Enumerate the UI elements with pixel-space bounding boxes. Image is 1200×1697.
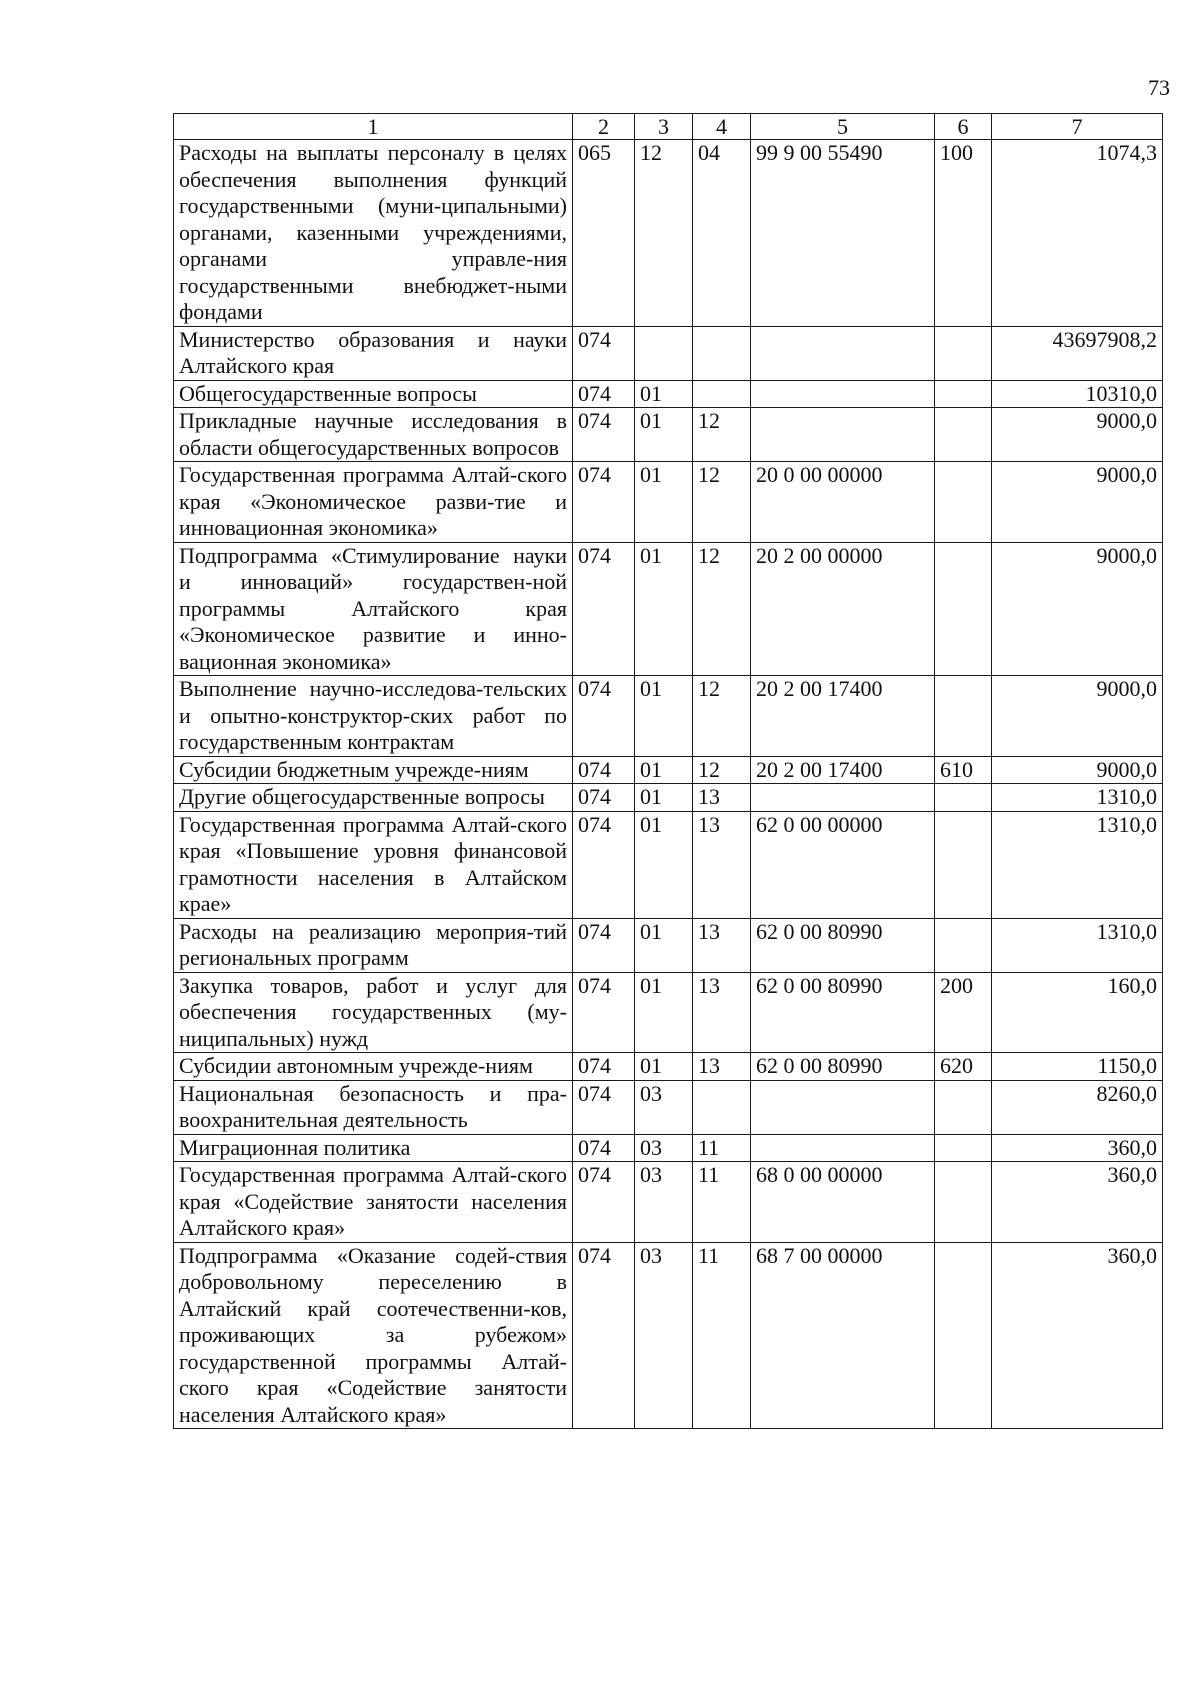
grbs-cell: 074: [573, 676, 635, 757]
target-article-cell: 99 9 00 55490: [751, 140, 935, 327]
target-article-cell: [751, 1080, 935, 1134]
subsection-cell: 12: [693, 462, 751, 543]
expense-type-cell: [935, 811, 992, 918]
subsection-cell: 11: [693, 1242, 751, 1429]
grbs-cell: 074: [573, 1134, 635, 1162]
section-cell: 01: [635, 972, 693, 1053]
table-row: [174, 380, 1163, 408]
amount-cell: 1074,3: [992, 140, 1163, 327]
section-cell: 03: [635, 1134, 693, 1162]
expense-name-cell: Выполнение научно-исследова-тельских и опытно-конструктор-ских работ по государственным контрактам: [174, 676, 573, 757]
expense-type-cell: [935, 380, 992, 408]
expense-name-cell: Подпрограмма «Оказание содей-ствия добровольному переселению в Алтайский край соотечественни-ков, проживающих за рубежом» государственной программы Алтай-ского края «Содействие занятости населения Алтайского края»: [174, 1242, 573, 1429]
header-cell: 3: [635, 114, 693, 140]
grbs-cell: 074: [573, 784, 635, 812]
table-row: [174, 972, 1163, 1053]
header-cell: 4: [693, 114, 751, 140]
table-row: [174, 326, 1163, 380]
amount-cell: 1310,0: [992, 918, 1163, 972]
subsection-cell: 04: [693, 140, 751, 327]
expense-name-cell: Другие общегосударственные вопросы: [174, 784, 573, 812]
grbs-cell: 074: [573, 811, 635, 918]
header-cell: 1: [174, 114, 573, 140]
grbs-cell: 074: [573, 380, 635, 408]
expense-name-cell: Субсидии бюджетным учрежде-ниям: [174, 756, 573, 784]
target-article-cell: 20 2 00 17400: [751, 676, 935, 757]
expense-type-cell: 610: [935, 756, 992, 784]
header-cell: 2: [573, 114, 635, 140]
grbs-cell: 074: [573, 1080, 635, 1134]
amount-cell: 1310,0: [992, 784, 1163, 812]
section-cell: 12: [635, 140, 693, 327]
amount-cell: 8260,0: [992, 1080, 1163, 1134]
target-article-cell: [751, 1134, 935, 1162]
target-article-cell: 62 0 00 00000: [751, 811, 935, 918]
table-row: [174, 1242, 1163, 1429]
subsection-cell: 11: [693, 1134, 751, 1162]
subsection-cell: 13: [693, 972, 751, 1053]
amount-cell: 9000,0: [992, 408, 1163, 462]
table-row: [174, 1053, 1163, 1081]
table-row: [174, 756, 1163, 784]
grbs-cell: 074: [573, 972, 635, 1053]
page-number: 73: [1148, 75, 1170, 100]
header-cell: 7: [992, 114, 1163, 140]
expense-type-cell: [935, 1080, 992, 1134]
table-row: [174, 676, 1163, 757]
grbs-cell: 074: [573, 1162, 635, 1243]
amount-cell: 360,0: [992, 1134, 1163, 1162]
section-cell: 01: [635, 784, 693, 812]
amount-cell: 9000,0: [992, 676, 1163, 757]
target-article-cell: 62 0 00 80990: [751, 1053, 935, 1081]
subsection-cell: 11: [693, 1162, 751, 1243]
table-row: [174, 408, 1163, 462]
target-article-cell: [751, 380, 935, 408]
expense-name-cell: Государственная программа Алтай-ского края «Повышение уровня финансовой грамотности населения в Алтайском крае»: [174, 811, 573, 918]
grbs-cell: 074: [573, 1053, 635, 1081]
section-cell: 03: [635, 1162, 693, 1243]
amount-cell: 9000,0: [992, 756, 1163, 784]
expense-type-cell: 100: [935, 140, 992, 327]
expense-name-cell: Подпрограмма «Стимулирование науки и инноваций» государствен-ной программы Алтайского края «Экономическое развитие и инно-вационная экономика»: [174, 542, 573, 676]
header-cell: 5: [751, 114, 935, 140]
section-cell: 01: [635, 811, 693, 918]
amount-cell: 160,0: [992, 972, 1163, 1053]
section-cell: 03: [635, 1080, 693, 1134]
header-cell: 6: [935, 114, 992, 140]
table-row: [174, 542, 1163, 676]
table-row: [174, 1162, 1163, 1243]
expense-name-cell: Расходы на выплаты персоналу в целях обеспечения выполнения функций государственными (муни-ципальными) органами, казенными учреждениями, органами управле-ния государственными внебюджет-ными фондами: [174, 140, 573, 327]
expense-type-cell: [935, 542, 992, 676]
amount-cell: 10310,0: [992, 380, 1163, 408]
section-cell: [635, 326, 693, 380]
table-row: [174, 1080, 1163, 1134]
amount-cell: 1150,0: [992, 1053, 1163, 1081]
target-article-cell: 20 0 00 00000: [751, 462, 935, 543]
expense-name-cell: Прикладные научные исследования в области общегосударственных вопросов: [174, 408, 573, 462]
subsection-cell: [693, 380, 751, 408]
target-article-cell: [751, 784, 935, 812]
subsection-cell: 12: [693, 676, 751, 757]
expense-type-cell: 200: [935, 972, 992, 1053]
section-cell: 01: [635, 756, 693, 784]
section-cell: 03: [635, 1242, 693, 1429]
grbs-cell: 074: [573, 462, 635, 543]
subsection-cell: 13: [693, 811, 751, 918]
expense-type-cell: [935, 1242, 992, 1429]
expense-name-cell: Национальная безопасность и пра-воохранительная деятельность: [174, 1080, 573, 1134]
expense-type-cell: [935, 1162, 992, 1243]
section-cell: 01: [635, 918, 693, 972]
table-row: [174, 462, 1163, 543]
target-article-cell: 20 2 00 17400: [751, 756, 935, 784]
expense-name-cell: Закупка товаров, работ и услуг для обеспечения государственных (му-ниципальных) нужд: [174, 972, 573, 1053]
subsection-cell: 13: [693, 784, 751, 812]
subsection-cell: 12: [693, 756, 751, 784]
expense-type-cell: [935, 408, 992, 462]
subsection-cell: 12: [693, 408, 751, 462]
expense-name-cell: Расходы на реализацию мероприя-тий региональных программ: [174, 918, 573, 972]
table-row: [174, 784, 1163, 812]
amount-cell: 9000,0: [992, 542, 1163, 676]
expense-name-cell: Общегосударственные вопросы: [174, 380, 573, 408]
expense-type-cell: [935, 326, 992, 380]
expense-type-cell: 620: [935, 1053, 992, 1081]
expense-type-cell: [935, 784, 992, 812]
grbs-cell: 074: [573, 918, 635, 972]
table-row: [174, 811, 1163, 918]
grbs-cell: 074: [573, 542, 635, 676]
subsection-cell: [693, 1080, 751, 1134]
expense-type-cell: [935, 1134, 992, 1162]
grbs-cell: 074: [573, 756, 635, 784]
subsection-cell: [693, 326, 751, 380]
expense-name-cell: Государственная программа Алтай-ского края «Экономическое разви-тие и инновационная экономика»: [174, 462, 573, 543]
budget-table: [173, 113, 1163, 1429]
section-cell: 01: [635, 408, 693, 462]
amount-cell: 1310,0: [992, 811, 1163, 918]
target-article-cell: 68 0 00 00000: [751, 1162, 935, 1243]
grbs-cell: 065: [573, 140, 635, 327]
expense-type-cell: [935, 676, 992, 757]
expense-name-cell: Миграционная политика: [174, 1134, 573, 1162]
target-article-cell: [751, 326, 935, 380]
section-cell: 01: [635, 542, 693, 676]
expense-name-cell: Министерство образования и науки Алтайского края: [174, 326, 573, 380]
subsection-cell: 12: [693, 542, 751, 676]
amount-cell: 360,0: [992, 1242, 1163, 1429]
section-cell: 01: [635, 380, 693, 408]
header-row: [174, 114, 1163, 140]
expense-name-cell: Субсидии автономным учрежде-ниям: [174, 1053, 573, 1081]
section-cell: 01: [635, 676, 693, 757]
target-article-cell: [751, 408, 935, 462]
section-cell: 01: [635, 1053, 693, 1081]
subsection-cell: 13: [693, 1053, 751, 1081]
target-article-cell: 62 0 00 80990: [751, 918, 935, 972]
table-row: [174, 918, 1163, 972]
subsection-cell: 13: [693, 918, 751, 972]
target-article-cell: 68 7 00 00000: [751, 1242, 935, 1429]
expense-type-cell: [935, 918, 992, 972]
target-article-cell: 62 0 00 80990: [751, 972, 935, 1053]
amount-cell: 360,0: [992, 1162, 1163, 1243]
grbs-cell: 074: [573, 326, 635, 380]
grbs-cell: 074: [573, 1242, 635, 1429]
expense-name-cell: Государственная программа Алтай-ского края «Содействие занятости населения Алтайского края»: [174, 1162, 573, 1243]
grbs-cell: 074: [573, 408, 635, 462]
section-cell: 01: [635, 462, 693, 543]
target-article-cell: 20 2 00 00000: [751, 542, 935, 676]
table-row: [174, 140, 1163, 327]
amount-cell: 9000,0: [992, 462, 1163, 543]
table-row: [174, 1134, 1163, 1162]
amount-cell: 43697908,2: [992, 326, 1163, 380]
expense-type-cell: [935, 462, 992, 543]
